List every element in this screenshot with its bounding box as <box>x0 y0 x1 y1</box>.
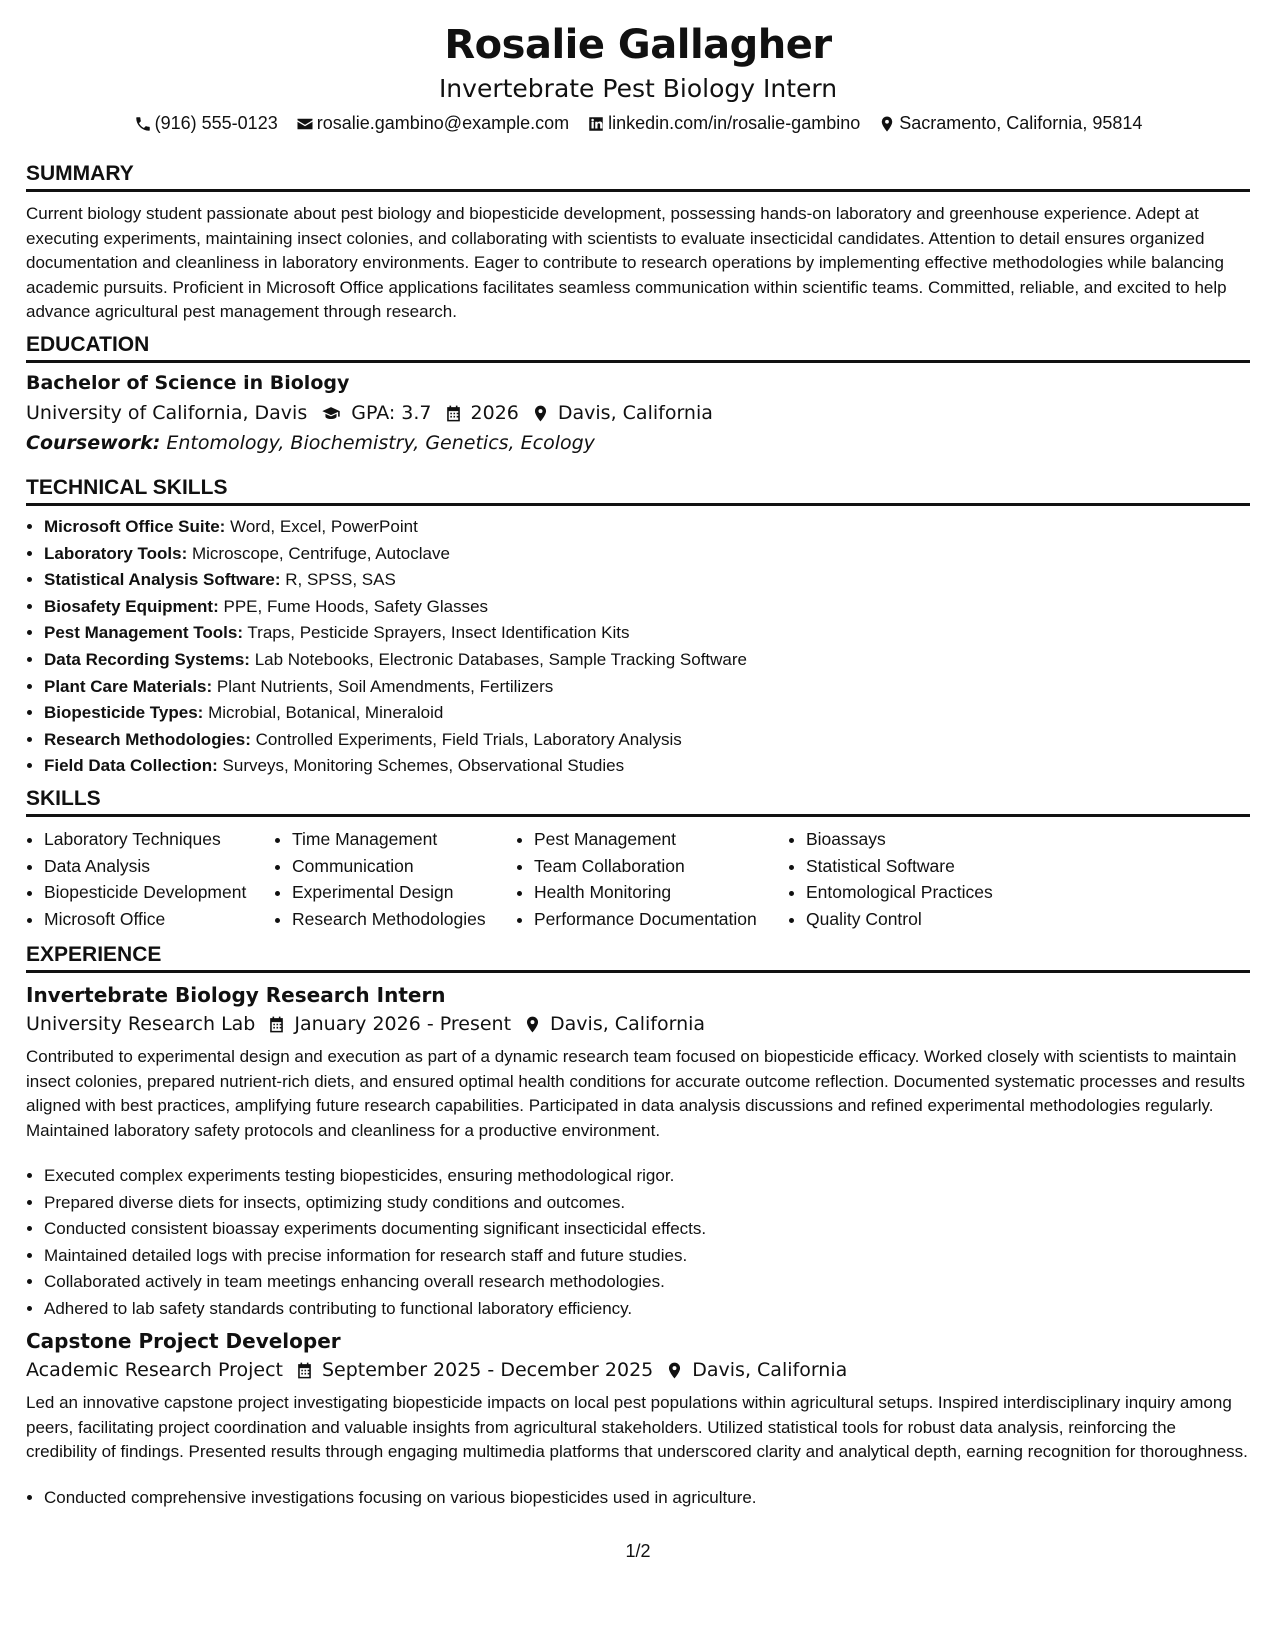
envelope-icon <box>296 115 314 133</box>
contact-email[interactable] <box>296 113 569 134</box>
job-meta <box>26 1359 847 1381</box>
list-item: • Conducted comprehensive investigations focusing on various biopesticides used in agriculture. <box>44 1485 1244 1512</box>
section-heading-experience: EXPERIENCE <box>26 943 1250 973</box>
phone-icon <box>134 115 152 133</box>
list-item: • Bioassays <box>806 826 993 853</box>
list-item: • Health Monitoring <box>534 879 757 906</box>
list-item: • Statistical Software <box>806 853 993 880</box>
list-item: • Biosafety Equipment: PPE, Fume Hoods, Safety Glasses <box>44 594 1244 621</box>
list-item: • Performance Documentation <box>534 906 757 933</box>
list-item: • Statistical Analysis Software: R, SPSS, SAS <box>44 567 1244 594</box>
skills-column-3 <box>516 826 757 932</box>
job-title: Capstone Project Developer <box>26 1329 341 1353</box>
calendar-icon <box>444 404 463 423</box>
job-dates: September 2025 - December 2025 <box>321 1359 654 1381</box>
job-org: University Research Lab <box>26 1013 256 1035</box>
job-bullets <box>26 1163 1244 1323</box>
list-item: • Plant Care Materials: Plant Nutrients, Soil Amendments, Fertilizers <box>44 674 1244 701</box>
school-name: University of California, Davis <box>26 402 308 424</box>
email-text: rosalie.gambino@example.com <box>316 113 570 133</box>
list-item: • Team Collaboration <box>534 853 757 880</box>
list-item: • Executed complex experiments testing biopesticides, ensuring methodological rigor. <box>44 1163 1244 1190</box>
contact-location <box>878 113 1142 134</box>
skills-column-4 <box>788 826 993 932</box>
list-item: • Research Methodologies: Controlled Experiments, Field Trials, Laboratory Analysis <box>44 727 1244 754</box>
graduation-cap-icon <box>319 404 343 423</box>
list-item: • Data Recording Systems: Lab Notebooks, Electronic Databases, Sample Tracking Software <box>44 647 1244 674</box>
degree-title: Bachelor of Science in Biology <box>26 372 350 394</box>
education-meta <box>26 402 713 424</box>
summary-text: Current biology student passionate about pest biology and biopesticide development, possessing hands-on laboratory and greenhouse experience. Adept at executing experiments, maintaining insect colonies, and collaborating with scientists to evaluate insecticidal candidates. Attention to detail ensures organized documentation and cleanliness in laboratory environments. Eager to contribute to research operations by implementing effective methodologies while balancing academic pursuits. Proficient in Microsoft Office applications facilitates seamless communication within scientific teams. Committed, reliable, and excited to help advance agricultural pest management through research. <box>26 204 1227 321</box>
map-pin-icon <box>523 1015 542 1034</box>
list-item: • Communication <box>292 853 486 880</box>
page-number: 1/2 <box>625 1541 651 1561</box>
list-item: • Field Data Collection: Surveys, Monitoring Schemes, Observational Studies <box>44 753 1244 780</box>
calendar-icon <box>267 1015 286 1034</box>
section-heading-education: EDUCATION <box>26 333 1250 363</box>
list-item: • Laboratory Tools: Microscope, Centrifuge, Autoclave <box>44 541 1244 568</box>
job-dates: January 2026 - Present <box>294 1013 512 1035</box>
contact-linkedin[interactable] <box>587 113 860 134</box>
coursework-line <box>26 432 595 454</box>
list-item: • Biopesticide Development <box>44 879 246 906</box>
map-pin-icon <box>878 115 896 133</box>
job-location: Davis, California <box>692 1359 848 1381</box>
list-item: • Research Methodologies <box>292 906 486 933</box>
section-heading-summary: SUMMARY <box>26 162 1250 192</box>
list-item: • Pest Management Tools: Traps, Pesticide Sprayers, Insect Identification Kits <box>44 620 1244 647</box>
candidate-name: Rosalie Gallagher <box>444 22 832 68</box>
linkedin-icon <box>587 115 605 133</box>
list-item: • Time Management <box>292 826 486 853</box>
job-location: Davis, California <box>550 1013 706 1035</box>
location-text: Sacramento, California, 95814 <box>899 113 1143 133</box>
list-item: • Laboratory Techniques <box>44 826 246 853</box>
section-heading-technical-skills: TECHNICAL SKILLS <box>26 476 1250 506</box>
list-item: • Biopesticide Types: Microbial, Botanical, Mineraloid <box>44 700 1244 727</box>
job-title: Invertebrate Biology Research Intern <box>26 983 446 1007</box>
education-location: Davis, California <box>557 402 713 424</box>
list-item: • Conducted consistent bioassay experiments documenting significant insecticidal effects. <box>44 1216 1244 1243</box>
list-item: • Adhered to lab safety standards contributing to functional laboratory efficiency. <box>44 1296 1244 1323</box>
job-meta <box>26 1013 705 1035</box>
job-bullets <box>26 1485 1244 1512</box>
list-item: • Experimental Design <box>292 879 486 906</box>
coursework-label: Coursework: <box>26 432 161 454</box>
phone-text: (916) 555-0123 <box>154 113 278 133</box>
list-item: • Microsoft Office <box>44 906 246 933</box>
gpa-text: GPA: 3.7 <box>351 402 432 424</box>
list-item: • Collaborated actively in team meetings enhancing overall research methodologies. <box>44 1269 1244 1296</box>
technical-skills-list <box>26 514 1244 780</box>
list-item: • Prepared diverse diets for insects, optimizing study conditions and outcomes. <box>44 1190 1244 1217</box>
job-description: Contributed to experimental design and execution as part of a dynamic research team focused on biopesticide efficacy. Worked closely with scientists to maintain insect colonies, prepared nutrient-rich diets, and ensured optimal health conditions for accurate outcome reflection. Documented systematic processes and results aligned with best practices, amplifying future research capabilities. Participated in data analysis discussions and refined experimental methodologies regularly. Maintained laboratory safety protocols and cleanliness for a productive environment. <box>26 1047 1245 1140</box>
section-heading-skills: SKILLS <box>26 787 1250 817</box>
coursework-list: Entomology, Biochemistry, Genetics, Ecology <box>166 432 595 454</box>
skills-column-2 <box>274 826 486 932</box>
linkedin-text: linkedin.com/in/rosalie-gambino <box>608 113 861 133</box>
list-item: • Data Analysis <box>44 853 246 880</box>
job-description: Led an innovative capstone project investigating biopesticide impacts on local pest populations within agricultural setups. Inspired interdisciplinary inquiry among peers, facilitating project coordination and valuable insights from agricultural stakeholders. Utilized statistical tools for robust data analysis, reinforcing the credibility of findings. Presented results through engaging multimedia platforms that underscored clarity and analytical depth, earning recognition for thoroughness. <box>26 1393 1248 1461</box>
contact-phone <box>134 113 278 134</box>
list-item: • Quality Control <box>806 906 993 933</box>
graduation-year: 2026 <box>470 402 519 424</box>
skills-column-1 <box>26 826 246 932</box>
map-pin-icon <box>531 404 550 423</box>
list-item: • Entomological Practices <box>806 879 993 906</box>
map-pin-icon <box>665 1361 684 1380</box>
list-item: • Maintained detailed logs with precise information for research staff and future studies. <box>44 1243 1244 1270</box>
list-item: • Microsoft Office Suite: Word, Excel, PowerPoint <box>44 514 1244 541</box>
candidate-title: Invertebrate Pest Biology Intern <box>438 74 838 103</box>
calendar-icon <box>295 1361 314 1380</box>
list-item: • Pest Management <box>534 826 757 853</box>
job-org: Academic Research Project <box>26 1359 283 1381</box>
contact-bar <box>26 113 1250 134</box>
